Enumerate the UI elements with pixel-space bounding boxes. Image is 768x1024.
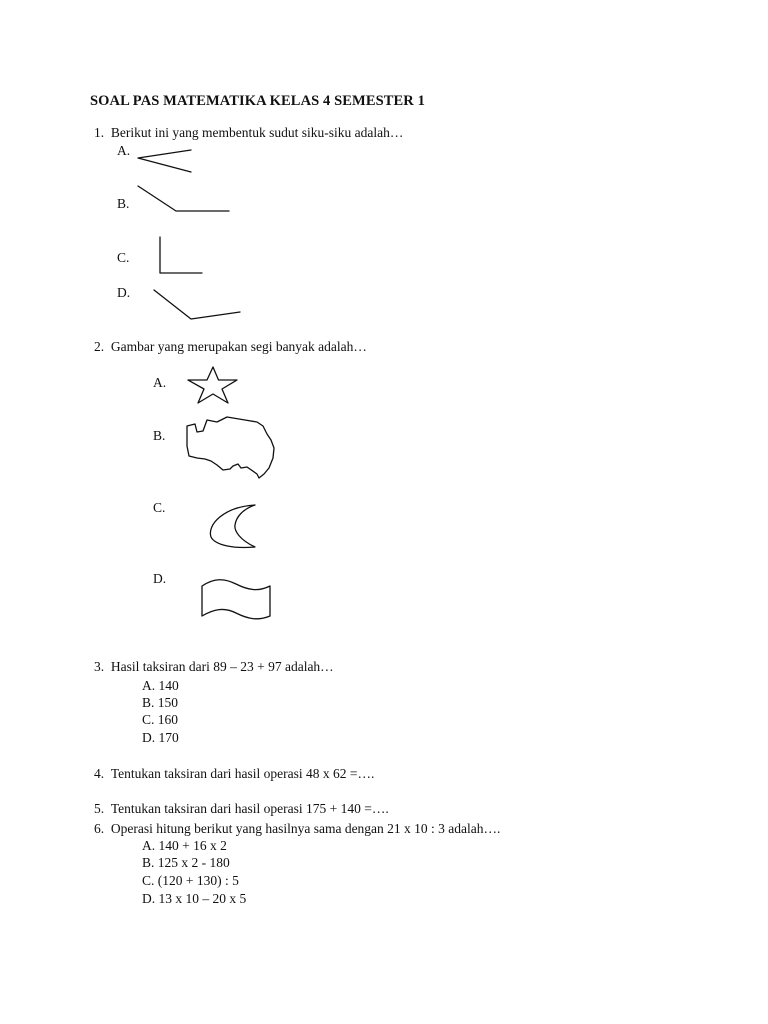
q1-option-b-label: B. bbox=[117, 196, 130, 211]
q3-option-d: D. 170 bbox=[142, 730, 179, 745]
irregular-blob-icon bbox=[183, 414, 281, 482]
q3-option-b: B. 150 bbox=[142, 695, 179, 710]
acute-angle-icon bbox=[134, 146, 196, 178]
page-title: SOAL PAS MATEMATIKA KELAS 4 SEMESTER 1 bbox=[90, 93, 425, 109]
q1-option-c-label: C. bbox=[117, 250, 130, 265]
q2-option-d-label: D. bbox=[153, 571, 167, 586]
question-5-text: 5. Tentukan taksiran dari hasil operasi 175 + 140 =…. bbox=[94, 801, 389, 816]
q3-option-c: C. 160 bbox=[142, 712, 179, 727]
q2-option-a-label: A. bbox=[153, 375, 167, 390]
question-1-text: 1. Berikut ini yang membentuk sudut siku-siku adalah… bbox=[94, 125, 404, 140]
question-6-text: 6. Operasi hitung berikut yang hasilnya sama dengan 21 x 10 : 3 adalah…. bbox=[94, 821, 501, 836]
question-2-text: 2. Gambar yang merupakan segi banyak adalah… bbox=[94, 339, 367, 354]
star-icon bbox=[184, 364, 242, 406]
q1-option-d-label: D. bbox=[117, 285, 131, 300]
q2-option-b-label: B. bbox=[153, 428, 166, 443]
question-3-text: 3. Hasil taksiran dari 89 – 23 + 97 adalah… bbox=[94, 659, 334, 674]
question-4-text: 4. Tentukan taksiran dari hasil operasi 48 x 62 =…. bbox=[94, 766, 375, 781]
q6-option-a: A. 140 + 16 x 2 bbox=[142, 838, 227, 853]
q6-option-c: C. (120 + 130) : 5 bbox=[142, 873, 239, 888]
q2-option-c-label: C. bbox=[153, 500, 166, 515]
q6-option-d: D. 13 x 10 – 20 x 5 bbox=[142, 891, 247, 906]
right-angle-icon bbox=[155, 234, 207, 278]
flag-icon bbox=[198, 576, 276, 624]
crescent-icon bbox=[205, 501, 261, 553]
q1-option-a-label: A. bbox=[117, 143, 131, 158]
q3-option-a: A. 140 bbox=[142, 678, 179, 693]
obtuse-angle-icon bbox=[150, 286, 244, 324]
q6-option-b: B. 125 x 2 - 180 bbox=[142, 855, 230, 870]
obtuse-angle-icon bbox=[134, 182, 234, 216]
